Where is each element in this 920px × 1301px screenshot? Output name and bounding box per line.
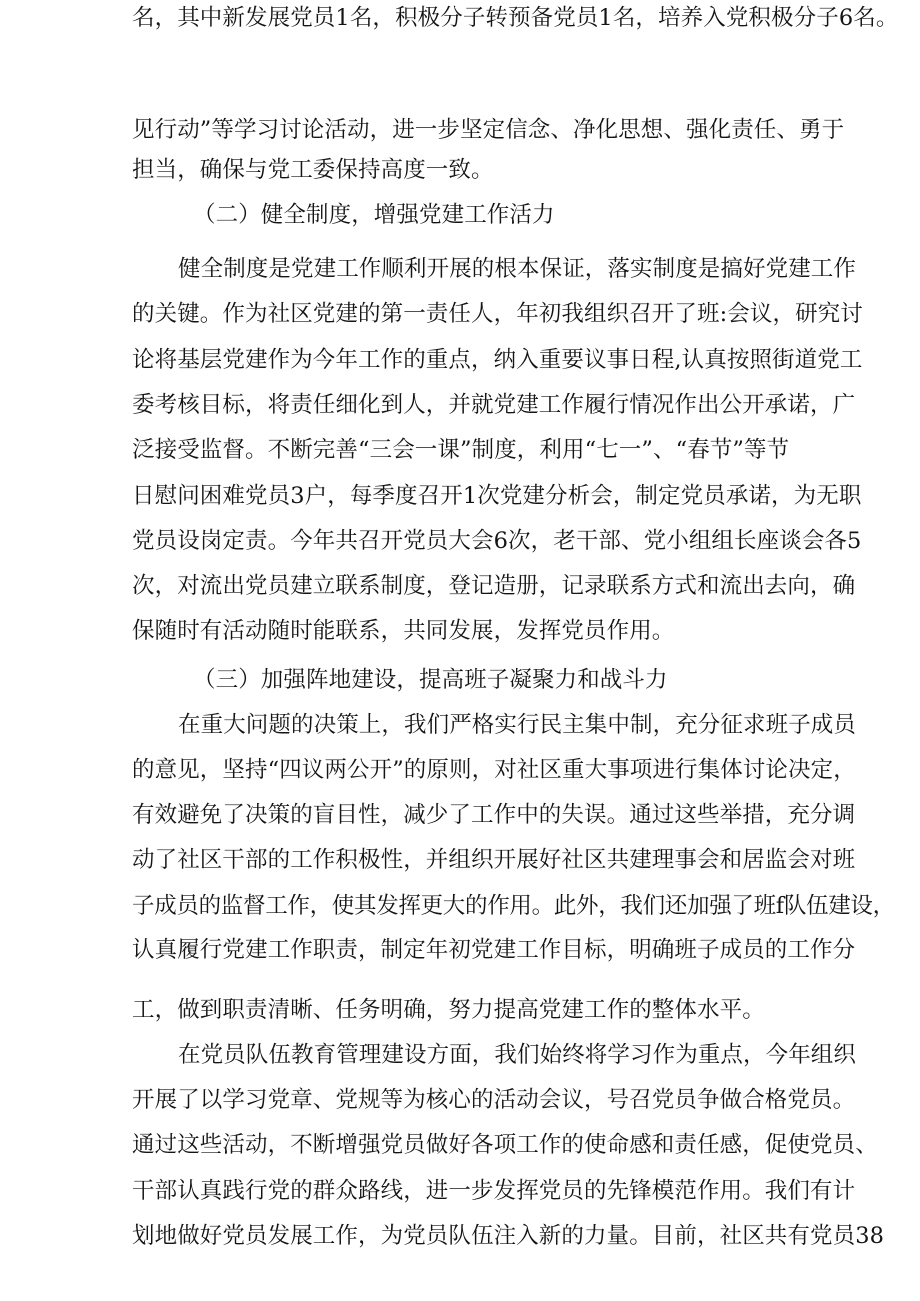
paragraph-line: 认真履行党建工作职责，制定年初党建工作目标，明确班子成员的工作分 [132,937,856,963]
paragraph-line: 有效避免了决策的盲目性，减少了工作中的失误。通过这些举措，充分调 [132,802,856,828]
paragraph-line: 工，做到职责清晰、任务明确，努力提高党建工作的整体水平。 [132,997,765,1023]
section-heading-2: （二）健全制度，增强党建工作活力 [193,202,555,228]
paragraph-line: 通过这些活动，不断增强党员做好各项工作的使命感和责任感，促使党员、 [132,1132,878,1158]
paragraph-line: 论将基层党建作为今年工作的重点，纳入重要议事日程,认真按照街道党工 [132,347,863,373]
paragraph-line: 党员设岗定责。今年共召开党员大会6次，老干部、党小组组长座谈会各5 [132,528,862,554]
paragraph-line: 在重大问题的决策上，我们严格实行民主集中制，充分征求班子成员 [178,712,857,738]
paragraph-line: 动了社区干部的工作积极性，并组织开展好社区共建理事会和居监会对班 [132,847,856,873]
paragraph-line: 在党员队伍教育管理建设方面，我们始终将学习作为重点，今年组织 [178,1042,857,1068]
paragraph-line: 的意见，坚持“四议两公开”的原则，对社区重大事项进行集体讨论决定， [132,757,856,783]
paragraph-line: 泛接受监督。不断完善“三会一课”制度，利用“七一”、“春节”等节 [132,437,790,463]
paragraph-line: 保随时有活动随时能联系，共同发展，发挥党员作用。 [132,618,675,644]
paragraph-line: 次，对流出党员建立联系制度，登记造册，记录联系方式和流出去向，确 [132,573,856,599]
paragraph-line: 子成员的监督工作，使其发挥更大的作用。此外，我们还加强了班f队伍建设， [132,893,895,919]
paragraph-line: 健全制度是党建工作顺利开展的根本保证，落实制度是搞好党建工作 [178,256,857,282]
paragraph-line: 见行动”等学习讨论活动，进一步坚定信念、净化思想、强化责任、勇于 [132,117,845,143]
paragraph-line: 的关键。作为社区党建的第一责任人，年初我组织召开了班:会议，研究讨 [132,301,863,327]
paragraph-line: 委考核目标，将责任细化到人，并就党建工作履行情况作出公开承诺，广 [132,392,856,418]
paragraph-line: 名，其中新发展党员1名，积极分子转预备党员1名，培养入党积极分子6名。 [132,5,899,31]
paragraph-line: 干部认真践行党的群众路线，进一步发挥党员的先锋模范作用。我们有计 [132,1178,856,1204]
paragraph-line: 担当，确保与党工委保持高度一致。 [132,157,494,183]
paragraph-line: 开展了以学习党章、党规等为核心的活动会议，号召党员争做合格党员。 [132,1087,856,1113]
paragraph-line: 划地做好党员发展工作，为党员队伍注入新的力量。目前，社区共有党员38 [132,1223,885,1249]
paragraph-line: 日慰问困难党员3户，每季度召开1次党建分析会，制定党员承诺，为无职 [132,483,862,509]
section-heading-3: （三）加强阵地建设，提高班子凝聚力和战斗力 [193,667,668,693]
